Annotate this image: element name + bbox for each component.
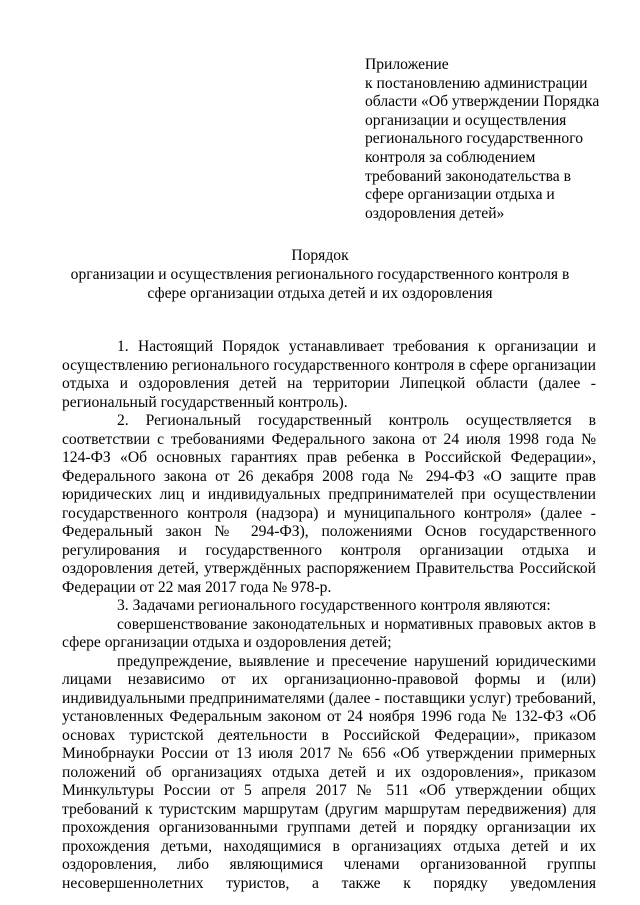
body-line: соответствии с требованиями Федерального закона от 24 июля 1998 года № bbox=[62, 430, 596, 448]
appendix-line: регионального государственного bbox=[365, 130, 583, 148]
body-line: положений об организациях отдыха детей и их оздоровления», приказом bbox=[62, 763, 596, 781]
body-line: оздоровления, либо являющимися членами организованной группы bbox=[62, 856, 596, 873]
body-line: 2. Региональный государственный контроль осуществляется в bbox=[117, 412, 596, 429]
body-line: регулирования и государственного контроля организации отдыха и bbox=[62, 541, 596, 559]
title-heading: Порядок bbox=[291, 247, 349, 264]
body-line: региональный государственный контроль). bbox=[62, 393, 348, 411]
body-line: 124-ФЗ «Об основных гарантиях прав ребенка в Российской Федерации», bbox=[62, 449, 596, 466]
body-line: индивидуальными предпринимателями (далее - поставщики услуг) требований, bbox=[62, 689, 596, 707]
title-subtitle-line: организации и осуществления регионального государственного контроля в bbox=[70, 265, 570, 283]
body-line: оздоровления детей, утверждённых распоряжением Правительства Российской bbox=[62, 560, 596, 577]
appendix-line: сфере организации отдыха и bbox=[365, 186, 555, 204]
body-line: Федерации от 22 мая 2017 года № 978-р. bbox=[62, 578, 332, 596]
title-subtitle-line: сфере организации отдыха детей и их оздоровления bbox=[147, 284, 493, 302]
document-body bbox=[62, 338, 596, 893]
appendix-line: контроля за соблюдением bbox=[365, 148, 536, 166]
body-line: требований к туристским маршрутам (другим маршрутам передвижения) для bbox=[62, 800, 596, 818]
appendix-block bbox=[365, 56, 605, 223]
body-line: установленных Федеральным законом от 24 ноября 1996 года № 132-ФЗ «Об bbox=[62, 708, 596, 725]
body-line: совершенствование законодательных и нормативных правовых актов в bbox=[117, 615, 596, 633]
body-line: 3. Задачами регионального государственного контроля являются: bbox=[117, 597, 551, 614]
appendix-line: к постановлению администрации bbox=[365, 74, 588, 92]
body-line: прохождения организованными группами детей и порядку организации их bbox=[62, 819, 596, 836]
appendix-line: требований законодательства в bbox=[365, 167, 571, 185]
body-line: юридических лиц и индивидуальных предпринимателей при осуществлении bbox=[62, 486, 596, 503]
body-line: сфере организации отдыха и оздоровления детей; bbox=[62, 634, 392, 651]
body-line: Минобрнауки России от 13 июля 2017 № 656 «Об утверждении примерных bbox=[62, 745, 596, 762]
body-line: Федерального закона от 26 декабря 2008 года № 294-ФЗ «О защите прав bbox=[62, 467, 596, 485]
appendix-line: организации и осуществления bbox=[365, 111, 567, 129]
body-line: государственного контроля (надзора) и муниципального контроля» (далее - bbox=[62, 504, 596, 522]
body-line: Минкультуры России от 5 апреля 2017 № 511 «Об утверждении общих bbox=[62, 782, 596, 799]
body-line: осуществлению регионального государственного контроля в сфере организации bbox=[62, 356, 596, 374]
document-title bbox=[0, 247, 640, 303]
body-line: предупреждение, выявление и пресечение нарушений юридическими bbox=[117, 652, 596, 670]
appendix-line: оздоровления детей» bbox=[365, 204, 505, 222]
body-line: несовершеннолетних туристов, а также к порядку уведомления bbox=[62, 874, 596, 892]
body-line: прохождения детьми, находящимися в организациях отдыха детей и их bbox=[62, 837, 596, 855]
body-line: основах туристской деятельности в Российской Федерации», приказом bbox=[62, 726, 596, 744]
appendix-line: Приложение bbox=[365, 56, 449, 73]
body-line: лицами независимо от их организационно-правовой формы и (или) bbox=[62, 671, 596, 688]
body-line: Федеральный закон № 294-ФЗ), положениями Основ государственного bbox=[62, 523, 596, 540]
body-line: отдыха и оздоровления детей на территории Липецкой области (далее - bbox=[62, 375, 596, 392]
appendix-line: области «Об утверждении Порядка bbox=[365, 93, 600, 111]
body-line: 1. Настоящий Порядок устанавливает требования к организации и bbox=[117, 338, 596, 355]
